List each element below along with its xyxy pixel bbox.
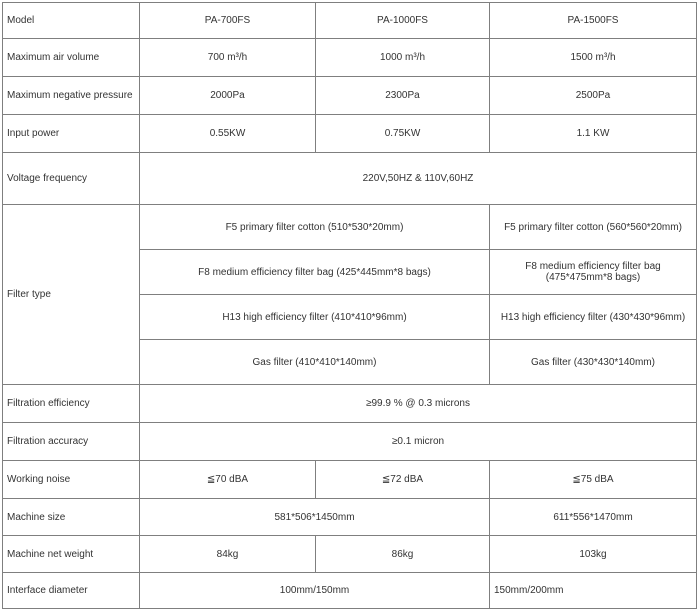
- cell-value: 581*506*1450mm: [140, 499, 490, 536]
- cell-value: 2300Pa: [316, 77, 490, 115]
- cell-value: 2500Pa: [490, 77, 697, 115]
- row-label: Working noise: [3, 461, 140, 499]
- cell-value: 103kg: [490, 536, 697, 573]
- cell-value: 0.55KW: [140, 115, 316, 153]
- cell-value: 150mm/200mm: [490, 573, 697, 609]
- row-noise: [3, 461, 697, 499]
- cell-value: 2000Pa: [140, 77, 316, 115]
- cell-value: ≥99.9 % @ 0.3 microns: [140, 385, 697, 423]
- row-label: Maximum air volume: [3, 39, 140, 77]
- row-voltage: [3, 153, 697, 205]
- cell-value: F5 primary filter cotton (560*560*20mm): [490, 205, 697, 250]
- row-label: Filtration efficiency: [3, 385, 140, 423]
- cell-value: F5 primary filter cotton (510*530*20mm): [140, 205, 490, 250]
- cell-value: 84kg: [140, 536, 316, 573]
- model-header-2: PA-1000FS: [316, 3, 490, 39]
- row-label: Filtration accuracy: [3, 423, 140, 461]
- row-negative-pressure: [3, 77, 697, 115]
- row-label: Maximum negative pressure: [3, 77, 140, 115]
- cell-value: 0.75KW: [316, 115, 490, 153]
- row-label: Model: [3, 3, 140, 39]
- row-interface: [3, 573, 697, 609]
- row-accuracy: [3, 423, 697, 461]
- spec-table: [2, 2, 697, 609]
- row-input-power: [3, 115, 697, 153]
- cell-value: 611*556*1470mm: [490, 499, 697, 536]
- cell-value: ≦72 dBA: [316, 461, 490, 499]
- cell-value: 100mm/150mm: [140, 573, 490, 609]
- row-air-volume: [3, 39, 697, 77]
- cell-value: 700 m³/h: [140, 39, 316, 77]
- row-label: Filter type: [3, 205, 140, 385]
- model-header-3: PA-1500FS: [490, 3, 697, 39]
- cell-value: F8 medium efficiency filter bag (475*475mm*8 bags): [490, 250, 697, 295]
- cell-value: ≥0.1 micron: [140, 423, 697, 461]
- row-model: [3, 3, 697, 39]
- model-header-1: PA-700FS: [140, 3, 316, 39]
- row-label: Voltage frequency: [3, 153, 140, 205]
- cell-value: H13 high efficiency filter (430*430*96mm): [490, 295, 697, 340]
- cell-value: ≦70 dBA: [140, 461, 316, 499]
- cell-value: 220V,50HZ & 110V,60HZ: [140, 153, 697, 205]
- cell-value: 86kg: [316, 536, 490, 573]
- cell-value: H13 high efficiency filter (410*410*96mm): [140, 295, 490, 340]
- cell-value: 1000 m³/h: [316, 39, 490, 77]
- row-filter-1: [3, 205, 697, 250]
- cell-value: F8 medium efficiency filter bag (425*445mm*8 bags): [140, 250, 490, 295]
- cell-value: Gas filter (430*430*140mm): [490, 340, 697, 385]
- cell-value: Gas filter (410*410*140mm): [140, 340, 490, 385]
- row-net-weight: [3, 536, 697, 573]
- row-label: Interface diameter: [3, 573, 140, 609]
- cell-value: ≦75 dBA: [490, 461, 697, 499]
- row-efficiency: [3, 385, 697, 423]
- row-label: Input power: [3, 115, 140, 153]
- row-label: Machine net weight: [3, 536, 140, 573]
- cell-value: 1500 m³/h: [490, 39, 697, 77]
- cell-value: 1.1 KW: [490, 115, 697, 153]
- row-label: Machine size: [3, 499, 140, 536]
- row-machine-size: [3, 499, 697, 536]
